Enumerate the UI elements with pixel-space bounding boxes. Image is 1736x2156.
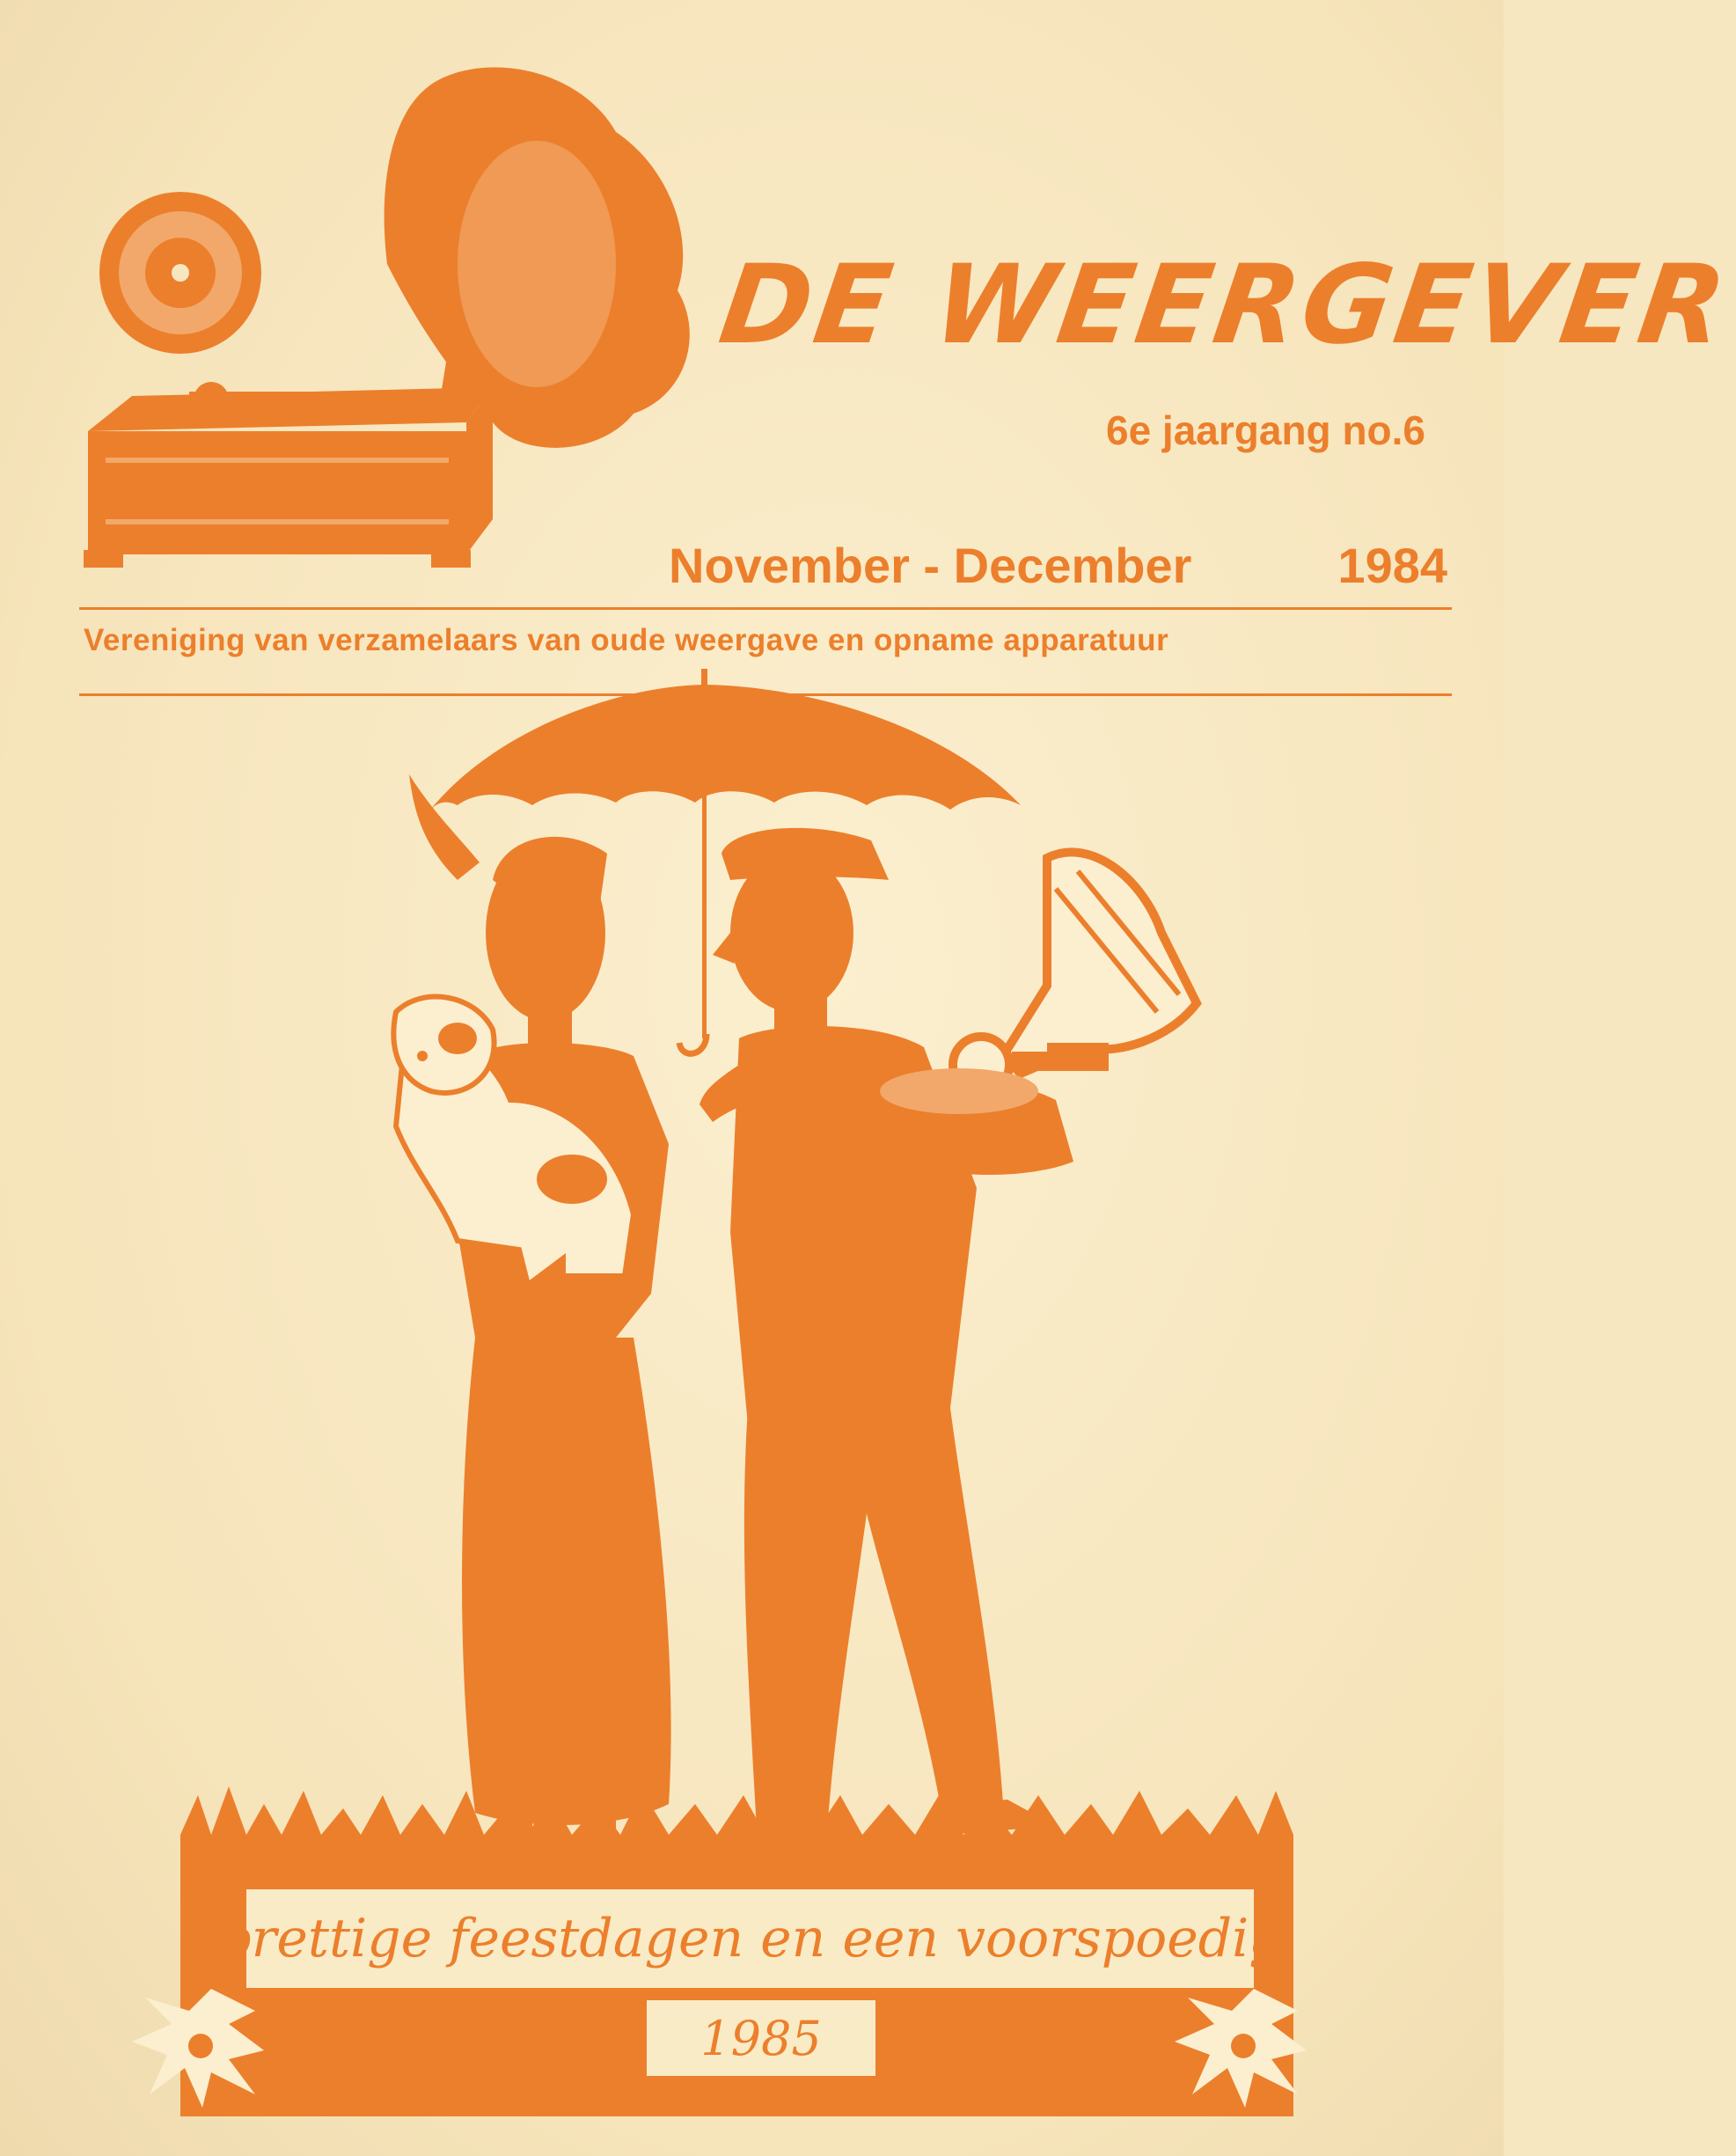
issue-months: November - December: [669, 538, 1192, 593]
divider-top: [79, 607, 1452, 610]
greeting-year: 1985: [647, 2000, 875, 2076]
portable-gramophone: [880, 852, 1197, 1175]
issue-volume: 6e jaargang no.6: [1105, 407, 1425, 453]
magazine-title: DE WEERGEVER: [712, 242, 1736, 369]
woman-silhouette: [393, 774, 670, 1857]
holiday-greeting: prettige feestdagen en een voorspoedig: [246, 1889, 1254, 1988]
man-silhouette: [700, 828, 1056, 1857]
issue-year: 1984: [1337, 538, 1447, 593]
divider-bottom: [79, 693, 1452, 696]
association-subtitle: Vereniging van verzamelaars van oude weergave en opname apparatuur: [84, 623, 1169, 657]
issue-date: [669, 537, 1447, 594]
gramophone-icon: [84, 68, 690, 568]
